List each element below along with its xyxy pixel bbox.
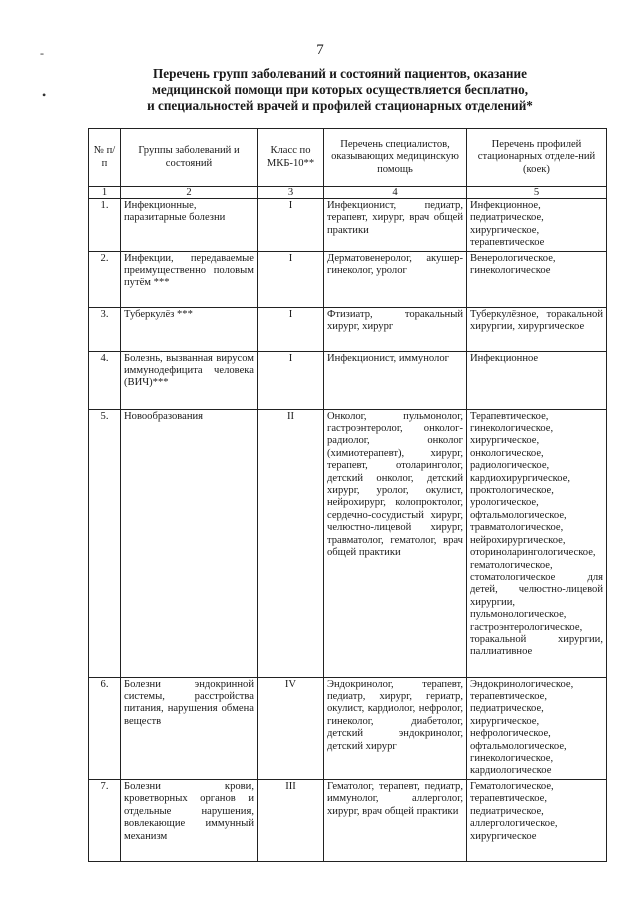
row-group: Болезни крови, кроветворных органов и отдельные нарушения, вовлекающие иммунный механизм — [121, 779, 258, 861]
row-profiles: Инфекционное — [467, 351, 607, 409]
row-profiles: Венерологическое, гинекологическое — [467, 251, 607, 307]
row-class: III — [258, 779, 324, 861]
row-profiles: Терапевтическое, гинекологическое, хирургическое, онкологическое, радиологическое, кардиохирургическое, проктологическое, урологическое, офтальмологическое, травматологическое, нейрохирургическое, оториноларингологическое, гематологическое, стоматологическое для детей, челюстно-лицевой хирургии, пульмонологическое, гастроэнтерологическое, торакальной хирургии, паллиативное — [467, 409, 607, 677]
table-row — [89, 677, 607, 779]
table-row — [89, 199, 607, 252]
row-number: 6. — [89, 677, 121, 779]
page-number: 7 — [316, 42, 324, 58]
header-num: № п/п — [89, 129, 121, 187]
row-profiles: Гематологическое, терапевтическое, педиатрическое, аллергологическое, хирургическое — [467, 779, 607, 861]
disease-groups-table — [88, 128, 607, 862]
row-class: I — [258, 199, 324, 252]
table-row — [89, 351, 607, 409]
header-profiles: Перечень профилей стационарных отделе-ний (коек) — [467, 129, 607, 187]
table-row — [89, 779, 607, 861]
table-row — [89, 307, 607, 351]
row-class: I — [258, 351, 324, 409]
row-specialists: Инфекционист, педиатр, терапевт, хирург, врач общей практики — [324, 199, 467, 252]
row-specialists: Гематолог, терапевт, педиатр, иммунолог, аллерголог, хирург, врач общей практики — [324, 779, 467, 861]
row-specialists: Онколог, пульмонолог, гастроэнтеролог, онколог-радиолог, онколог (химиотерапевт), хирург, терапевт, отоларинголог, детский онколог, детский хирург, уролог, окулист, нейрохирург, колопроктолог, сердечно-сосудистый хирург, челюстно-лицевой хирург, травматолог, гематолог, врач общей практики — [324, 409, 467, 677]
row-group: Инфекционные, паразитарные болезни — [121, 199, 258, 252]
row-group: Новообразования — [121, 409, 258, 677]
table-row — [89, 251, 607, 307]
row-profiles: Эндокринологическое, терапевтическое, педиатрическое, хирургическое, нефрологическое, офтальмологическое, гинекологическое, кардиологическое — [467, 677, 607, 779]
column-number: 2 — [121, 187, 258, 199]
row-group: Болезни эндокринной системы, расстройства питания, нарушения обмена веществ — [121, 677, 258, 779]
document-title — [60, 66, 620, 114]
row-class: I — [258, 251, 324, 307]
row-number: 4. — [89, 351, 121, 409]
column-number: 3 — [258, 187, 324, 199]
row-number: 1. — [89, 199, 121, 252]
scan-mark: • — [42, 88, 47, 102]
table-row — [89, 409, 607, 677]
row-number: 7. — [89, 779, 121, 861]
row-number: 3. — [89, 307, 121, 351]
row-number: 5. — [89, 409, 121, 677]
row-profiles: Туберкулёзное, торакальной хирургии, хирургическое — [467, 307, 607, 351]
row-specialists: Эндокринолог, терапевт, педиатр, хирург, гериатр, окулист, кардиолог, нефролог, гинеколог, диабетолог, детский эндокринолог, детский хирург — [324, 677, 467, 779]
column-number: 5 — [467, 187, 607, 199]
row-profiles: Инфекционное, педиатрическое, хирургическое, терапевтическое — [467, 199, 607, 252]
header-specialists: Перечень специалистов, оказывающих медицинскую помощь — [324, 129, 467, 187]
row-specialists: Дерматовенеролог, акушер-гинеколог, уролог — [324, 251, 467, 307]
scan-mark: - — [40, 46, 44, 60]
column-number: 1 — [89, 187, 121, 199]
row-class: I — [258, 307, 324, 351]
column-number: 4 — [324, 187, 467, 199]
header-class: Класс по МКБ-10** — [258, 129, 324, 187]
row-group: Туберкулёз *** — [121, 307, 258, 351]
row-specialists: Инфекционист, иммунолог — [324, 351, 467, 409]
row-specialists: Фтизиатр, торакальный хирург, хирург — [324, 307, 467, 351]
title-line: Перечень групп заболеваний и состояний пациентов, оказание — [153, 66, 527, 81]
title-line: медицинской помощи при которых осуществляется бесплатно, — [151, 82, 529, 97]
title-line: и специальностей врачей и профилей стационарных отделений* — [147, 98, 533, 113]
row-group: Болезнь, вызванная вирусом иммунодефицита человека (ВИЧ)*** — [121, 351, 258, 409]
row-class: II — [258, 409, 324, 677]
header-groups: Группы заболеваний и состояний — [121, 129, 258, 187]
row-class: IV — [258, 677, 324, 779]
row-number: 2. — [89, 251, 121, 307]
row-group: Инфекции, передаваемые преимущественно половым путём *** — [121, 251, 258, 307]
